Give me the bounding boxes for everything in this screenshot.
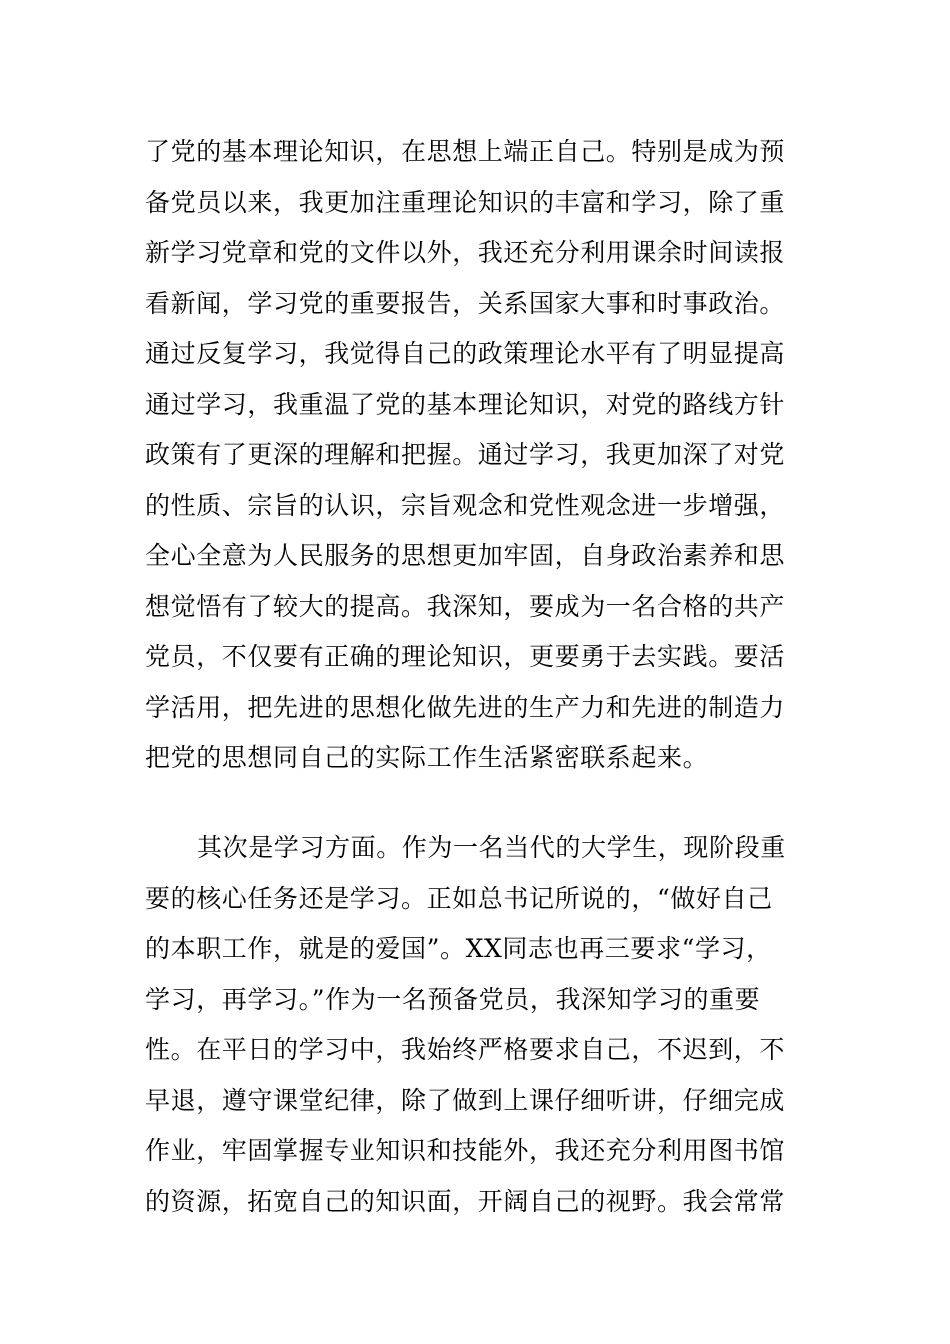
- paragraph-line: 政策有了更深的理解和把握。通过学习，我更加深了对党: [145, 440, 786, 469]
- paragraph-line: 备党员以来，我更加注重理论知识的丰富和学习，除了重: [145, 187, 786, 217]
- paragraph-line: 全心全意为人民服务的思想更加牢固，自身政治素养和思: [145, 541, 786, 570]
- paragraph-line: 想觉悟有了较大的提高。我深知，要成为一名合格的共产: [145, 591, 786, 621]
- paragraph-line: 了党的基本理论知识，在思想上端正自己。特别是成为预: [145, 137, 786, 166]
- paragraph-line-first: 其次是学习方面。作为一名当代的大学生，现阶段重: [197, 833, 786, 862]
- paragraph-2: [145, 823, 810, 1227]
- paragraph-line: 性。在平日的学习中，我始终严格要求自己，不迟到，不: [145, 1035, 786, 1064]
- paragraph-line: 通过学习，我重温了党的基本理论知识，对党的路线方针: [145, 389, 786, 419]
- paragraph-line: 通过反复学习，我觉得自己的政策理论水平有了明显提高: [145, 339, 786, 368]
- paragraph-line: 学习，再学习。”作为一名预备党员，我深知学习的重要: [145, 984, 761, 1014]
- paragraph-line: 的本职工作，就是的爱国”。XX同志也再三要求“学习，: [145, 934, 772, 963]
- paragraph-line: 的性质、宗旨的认识，宗旨观念和党性观念进一步增强，: [145, 490, 786, 520]
- paragraph-line: 党员，不仅要有正确的理论知识，更要勇于去实践。要活: [145, 642, 786, 671]
- paragraph-1: [145, 127, 810, 784]
- paragraph-line: 看新闻，学习党的重要报告，关系国家大事和时事政治。: [145, 288, 786, 318]
- paragraph-line: 要的核心任务还是学习。正如总书记所说的，“做好自己: [145, 883, 773, 913]
- paragraph-line: 作业，牢固掌握专业知识和技能外，我还充分利用图书馆: [145, 1136, 786, 1165]
- paragraph-line: 新学习党章和党的文件以外，我还充分利用课余时间读报: [145, 238, 786, 267]
- paragraph-line: 把党的思想同自己的实际工作生活紧密联系起来。: [145, 743, 709, 772]
- paragraph-line: 学活用，把先进的思想化做先进的生产力和先进的制造力: [145, 692, 786, 722]
- paragraph-line: 早退，遵守课堂纪律，除了做到上课仔细听讲，仔细完成: [145, 1085, 786, 1115]
- paragraph-line: 的资源，拓宽自己的知识面，开阔自己的视野。我会常常: [145, 1186, 786, 1216]
